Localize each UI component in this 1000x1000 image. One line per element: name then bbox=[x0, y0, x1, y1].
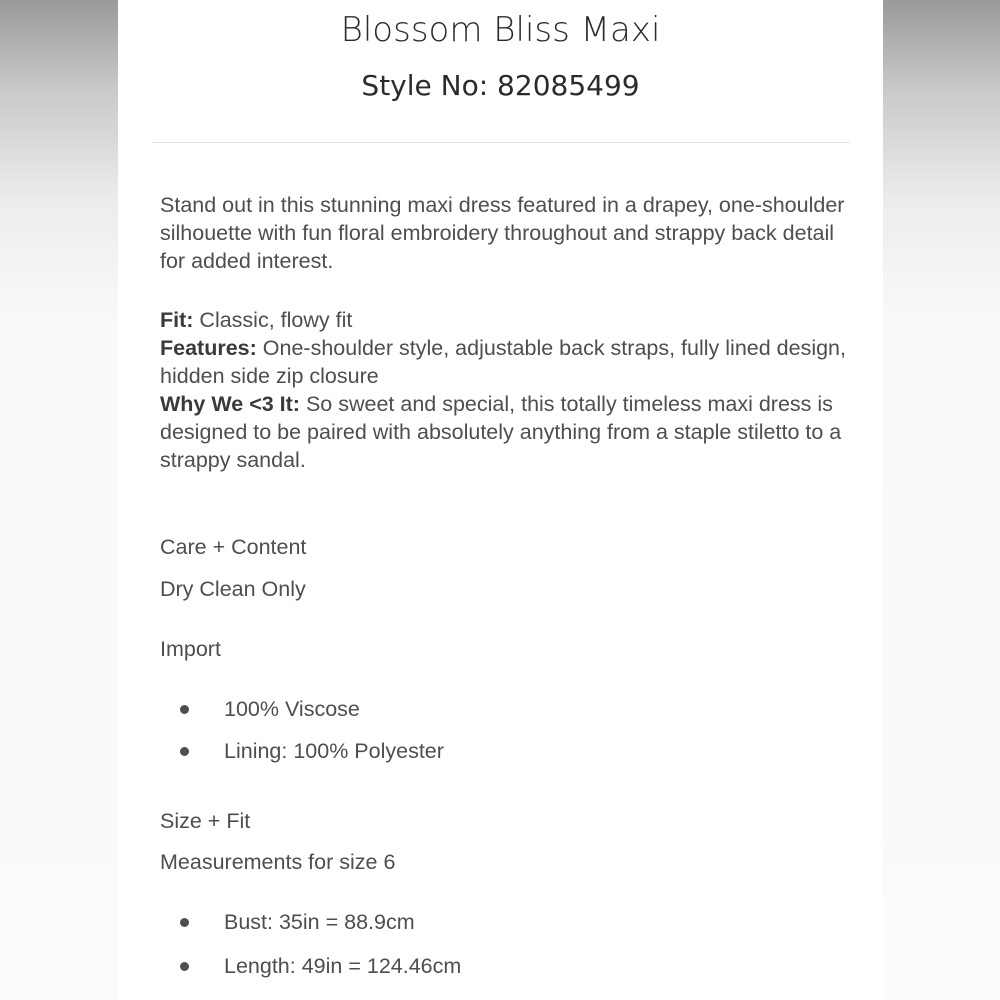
care-heading: Care + Content bbox=[160, 535, 307, 559]
care-instructions: Dry Clean Only bbox=[160, 577, 306, 601]
background-right bbox=[883, 0, 1000, 1000]
product-description: Stand out in this stunning maxi dress featured in a drapey, one-shoulder silhouette with fun floral embroidery throughout and strappy back detail for added interest. bbox=[160, 193, 845, 273]
bullet-icon bbox=[180, 747, 189, 756]
why-row bbox=[160, 390, 850, 474]
product-title: Blossom Bliss Maxi bbox=[340, 10, 661, 50]
bullet-icon bbox=[180, 918, 189, 927]
features-row bbox=[160, 334, 850, 390]
material-item: Lining: 100% Polyester bbox=[224, 739, 444, 763]
measurement-item: Length: 49in = 124.46cm bbox=[224, 954, 462, 978]
features-label: Features: bbox=[160, 336, 257, 360]
style-number: Style No: 82085499 bbox=[361, 69, 640, 102]
size-fit-heading: Size + Fit bbox=[160, 809, 251, 833]
bullet-icon bbox=[180, 962, 189, 971]
product-detail-card bbox=[118, 0, 883, 1000]
fit-value: Classic, flowy fit bbox=[199, 308, 353, 332]
product-details bbox=[160, 306, 850, 474]
origin: Import bbox=[160, 637, 221, 661]
divider bbox=[152, 142, 850, 143]
features-value: One-shoulder style, adjustable back straps, fully lined design, hidden side zip closure bbox=[160, 336, 846, 388]
fit-label: Fit: bbox=[160, 308, 194, 332]
why-label: Why We <3 It: bbox=[160, 392, 300, 416]
background-left bbox=[0, 0, 118, 1000]
measurements-label: Measurements for size 6 bbox=[160, 850, 396, 874]
bullet-icon bbox=[180, 705, 189, 714]
material-item: 100% Viscose bbox=[224, 697, 360, 721]
measurement-item: Bust: 35in = 88.9cm bbox=[224, 910, 415, 934]
fit-row bbox=[160, 306, 850, 334]
why-value: So sweet and special, this totally timeless maxi dress is designed to be paired with absolutely anything from a staple stiletto to a strappy sandal. bbox=[160, 392, 842, 472]
